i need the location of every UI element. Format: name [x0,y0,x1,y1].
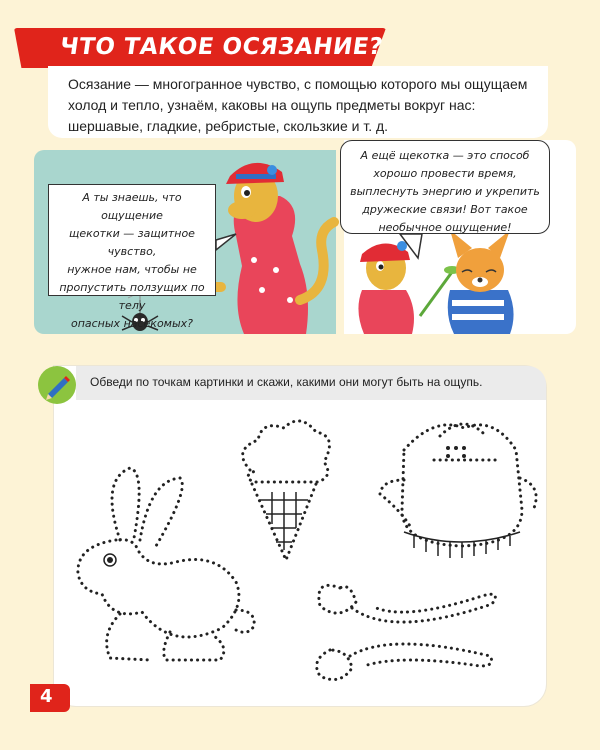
kettle-base-grid [404,532,520,558]
ice-cream-cone-grid [260,492,308,550]
bubble-line: пропустить ползущих по телу [59,281,205,312]
bubble-line: щекотки — защитное чувство, [69,227,195,258]
page-number: 4 [40,686,53,707]
bubble-line: необычное ощущение! [378,221,512,234]
rabbit-eye-icon [104,554,116,566]
dotted-scissors-drawing [317,585,496,679]
dotted-kettle-drawing [380,424,536,546]
dotted-rabbit-drawing [78,468,254,660]
bubble-line: выплеснуть энергию и укрепить [350,185,540,198]
intro-text: Осязание — многогранное чувство, с помощью которого мы ощущаем холод и тепло, узнаём, каковы на ощупь предметы вокруг нас: шершавые, гладкие, ребристые, скользкие и т. д. [68,76,528,134]
bubble-line: хорошо провести время, [373,167,517,180]
kettle-lid-detail [446,446,466,458]
task-instruction: Обведи по точкам картинки и скажи, какими они могут быть на ощупь. [90,375,483,389]
bubble-line: дружеские связи! Вот такое [362,203,528,216]
dotted-ice-cream-drawing [243,421,330,560]
bubble-line: нужное нам, чтобы не [67,263,197,276]
page-title: ЧТО ТАКОЕ ОСЯЗАНИЕ? [58,34,385,60]
bubble-line: опасных насекомых? [70,317,194,330]
bubble-line: А ты знаешь, что ощущение [82,191,182,222]
bubble-line: А ещё щекотка — это способ [360,149,530,162]
